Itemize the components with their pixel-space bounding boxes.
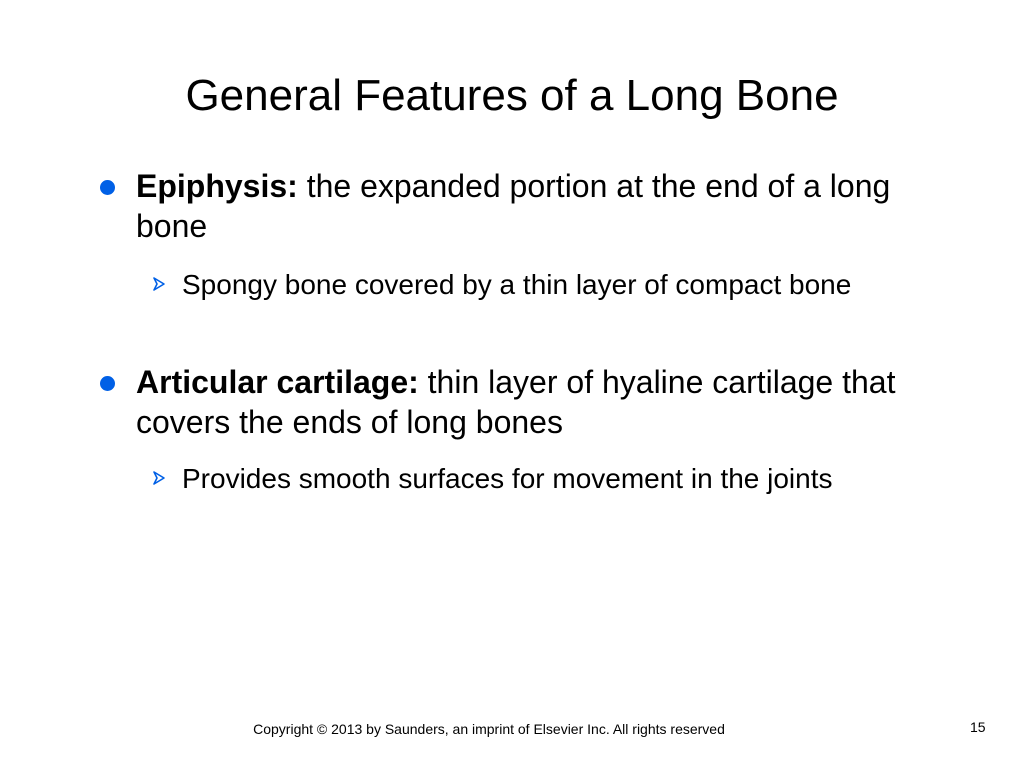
slide-number: 15 [970,719,986,735]
term-epiphysis: Epiphysis: [136,168,298,204]
definition-articular-cartilage: thin layer of hyaline cartilage that covers the ends of long bones [136,364,896,440]
term-articular-cartilage: Articular cartilage: [136,364,419,400]
slide-title: General Features of a Long Bone [185,71,839,120]
bullet-dot-icon [100,180,115,195]
definition-epiphysis: the expanded portion at the end of a long bone [136,168,891,244]
sub-bullet-epiphysis-text: Spongy bone covered by a thin layer of compact bone [182,269,852,300]
bullet-dot-icon [100,376,115,391]
bullet-epiphysis [136,166,936,246]
arrowhead-icon [152,470,166,486]
arrowhead-icon [152,276,166,292]
sub-bullet-epiphysis [182,266,912,304]
sub-bullet-articular-cartilage [182,460,912,498]
sub-bullet-articular-cartilage-text: Provides smooth surfaces for movement in the joints [182,463,833,494]
copyright-footer: Copyright © 2013 by Saunders, an imprint of Elsevier Inc. All rights reserved [253,721,725,737]
bullet-articular-cartilage [136,362,936,442]
